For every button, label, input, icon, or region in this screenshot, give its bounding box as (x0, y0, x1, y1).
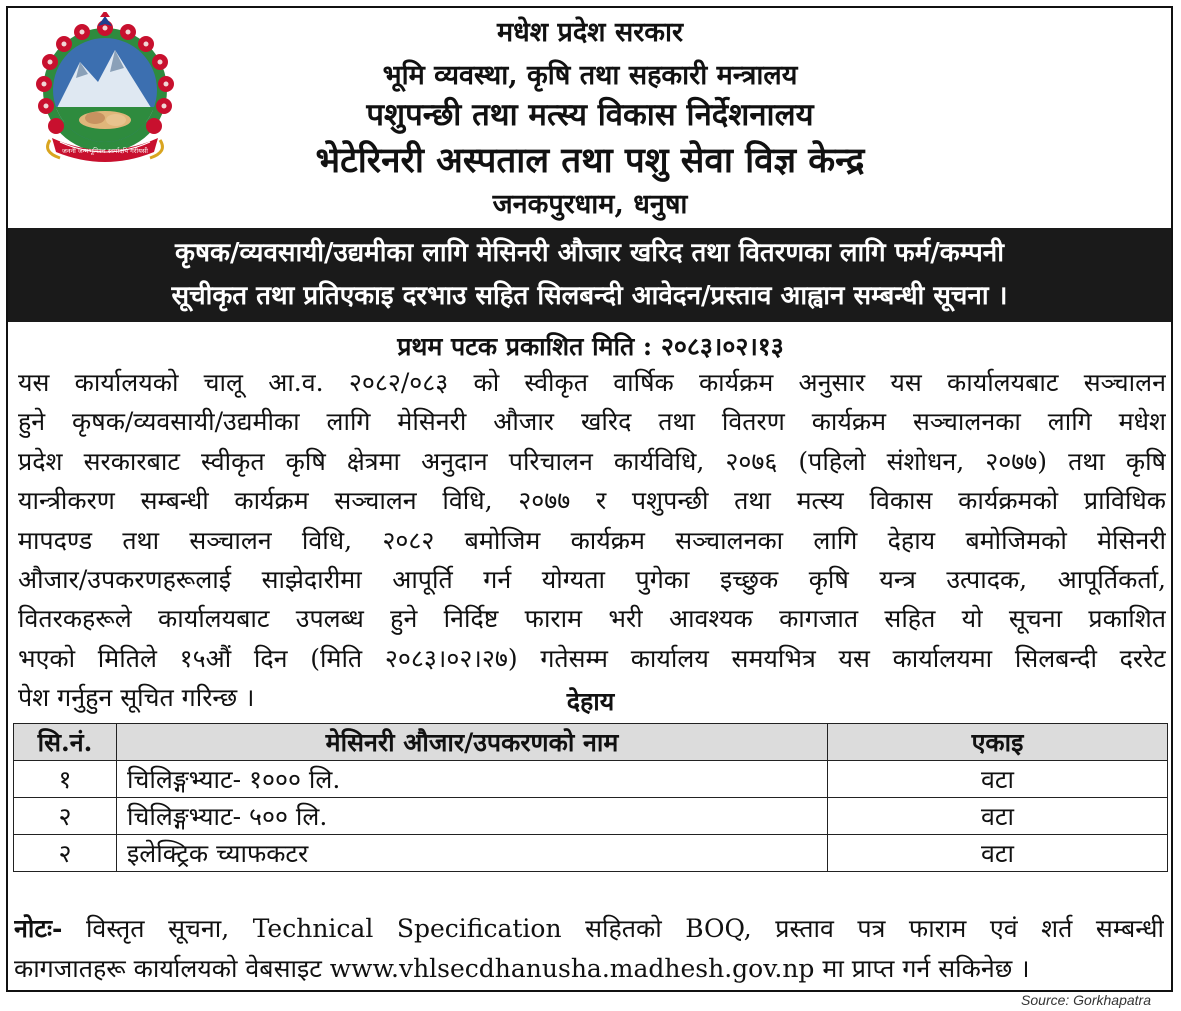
header-ministry: भूमि व्यवस्था, कृषि तथा सहकारी मन्त्रालय (382, 60, 798, 91)
header-government: मधेश प्रदेश सरकार (496, 17, 684, 48)
header-serial: सि.नं. (14, 724, 117, 761)
cell-unit: वटा (828, 798, 1168, 835)
cell-serial: २ (14, 798, 117, 835)
cell-item-name: चिलिङ्गभ्याट- ५०० लि. (117, 798, 828, 835)
body-line: पेश गर्नुहुन सूचित गरिन्छ । (18, 683, 255, 713)
notice-title-line-1: कृषक/व्यवसायी/उद्यमीका लागि मेसिनरी औजार खरिद तथा वितरणका लागि फर्म/कम्पनी (175, 238, 1004, 268)
note-text-1: विस्तृत सूचना, Technical Specification सहितको BOQ, प्रस्ताव पत्र फाराम एवं शर्त सम्बन्धी (85, 914, 1164, 943)
header-directorate: पशुपन्छी तथा मत्स्य विकास निर्देशनालय (366, 97, 814, 133)
cell-serial: २ (14, 835, 117, 872)
header-location: जनकपुरधाम, धनुषा (492, 189, 688, 220)
table-row (14, 835, 1168, 872)
publication-date: प्रथम पटक प्रकाशित मिति : २०८३।०२।१३ (397, 332, 784, 361)
equipment-table (13, 723, 1168, 872)
note-label: नोटः- (14, 914, 63, 943)
table-caption: देहाय (566, 687, 615, 716)
table-row (14, 761, 1168, 798)
note-section (14, 909, 1164, 989)
cell-serial: १ (14, 761, 117, 798)
emblem-motto: जननी जन्मभूमिश्च स्वर्गादपि गरीयसी (62, 147, 148, 155)
nepal-emblem-icon (20, 12, 190, 172)
header-unit: एकाइ (828, 724, 1168, 761)
body-line: औजार/उपकरणहरूलाई साझेदारीमा आपूर्ति गर्न योग्यता पुगेका इच्छुक कृषि यन्त्र उत्पादक, आपूर्तिकर्ता, (18, 564, 1166, 594)
body-line: हुने कृषक/व्यवसायी/उद्यमीका लागि मेसिनरी औजार खरिद तथा वितरण कार्यक्रम सञ्चालनका लागि मधेश (18, 407, 1166, 437)
notice-title-banner (8, 228, 1171, 322)
table-row (14, 798, 1168, 835)
note-text-2: कागजातहरू कार्यालयको वेबसाइट www.vhlsecdhanusha.madhesh.gov.np मा प्राप्त गर्न सकिनेछ । (14, 954, 1030, 983)
body-line: मापदण्ड तथा सञ्चालन विधि, २०८२ बमोजिम कार्यक्रम सञ्चालनका लागि देहाय बमोजिमको मेसिनरी (18, 525, 1166, 555)
table-header-row (14, 724, 1168, 761)
body-line: वितरकहरूले कार्यालयबाट उपलब्ध हुने निर्दिष्ट फाराम भरी आवश्यक कागजात सहित यो सूचना प्रकाशित (18, 604, 1166, 634)
header-item-name: मेसिनरी औजार/उपकरणको नाम (117, 724, 828, 761)
note-line-1 (14, 909, 1164, 949)
body-line: यान्त्रीकरण सम्बन्धी कार्यक्रम सञ्चालन विधि, २०७७ र पशुपन्छी तथा मत्स्य विकास कार्यक्रमको प्राविधिक (18, 486, 1166, 516)
notice-title-line-2: सूचीकृत तथा प्रतिएकाइ दरभाउ सहित सिलबन्दी आवेदन/प्रस्ताव आह्वान सम्बन्धी सूचना । (171, 281, 1008, 311)
header-office: भेटेरिनरी अस्पताल तथा पशु सेवा विज्ञ केन्द्र (315, 140, 865, 181)
body-line: भएको मितिले १५औं दिन (मिति २०८३।०२।२७) गतेसम्म कार्यालय समयभित्र यस कार्यालयमा सिलबन्दी दररेट (18, 643, 1166, 673)
cell-item-name: चिलिङ्गभ्याट- १००० लि. (117, 761, 828, 798)
source-credit: Source: Gorkhapatra (1021, 992, 1151, 1008)
notice-body (18, 363, 1166, 718)
cell-unit: वटा (828, 761, 1168, 798)
body-line: प्रदेश सरकारबाट स्वीकृत कृषि क्षेत्रमा अनुदान परिचालन कार्यविधि, २०७६ (पहिलो संशोधन, २०७७) तथा कृषि (18, 446, 1166, 476)
body-line: यस कार्यालयको चालू आ.व. २०८२/०८३ को स्वीकृत वार्षिक कार्यक्रम अनुसार यस कार्यालयबाट सञ्चालन (18, 368, 1166, 397)
cell-item-name: इलेक्ट्रिक च्याफकटर (117, 835, 828, 872)
cell-unit: वटा (828, 835, 1168, 872)
